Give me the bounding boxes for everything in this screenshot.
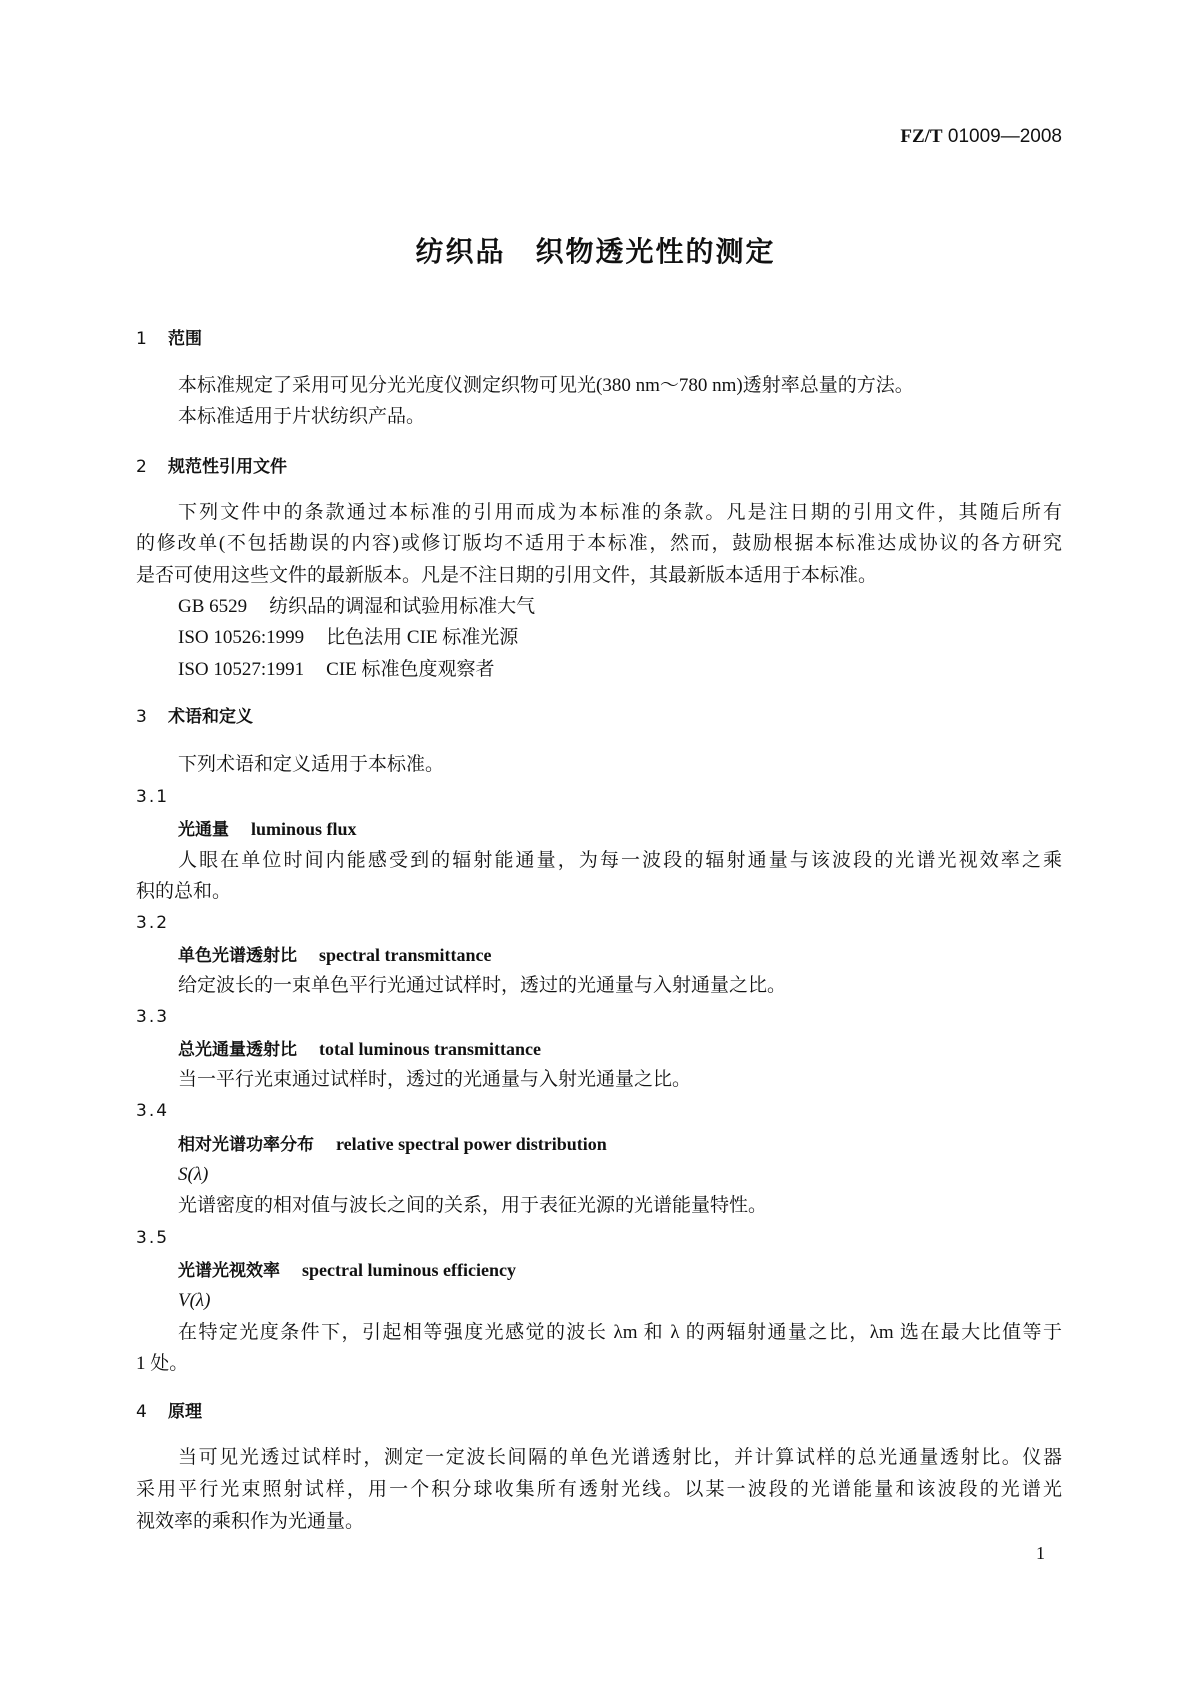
paragraph-line: 当一平行光束通过试样时，透过的光通量与入射光通量之比。 [178, 1069, 692, 1090]
reference-item: ISO 10527:1991 CIE 标准色度观察者 [178, 659, 495, 680]
document-title: 纺织品 织物透光性的测定 [415, 235, 776, 268]
paragraph-line: 人眼在单位时间内能感受到的辐射能通量，为每一波段的辐射通量与该波段的光谱光视效率之乘 [178, 850, 1062, 871]
paragraph-line: 的修改单(不包括勘误的内容)或修订版均不适用于本标准，然而，鼓励根据本标准达成协议的各方研究 [136, 533, 1062, 554]
term-symbol: V(λ) [178, 1290, 211, 1311]
paragraph-line: 本标准规定了采用可见分光光度仪测定织物可见光(380 nm～780 nm)透射率总量的方法。 [178, 375, 914, 396]
standard-code: FZ/T 01009—2008 [900, 126, 1062, 147]
section-2-heading: 2 规范性引用文件 [136, 457, 287, 477]
paragraph-line: 本标准适用于片状纺织产品。 [178, 406, 426, 427]
paragraph-line: 下列文件中的条款通过本标准的引用而成为本标准的条款。凡是注日期的引用文件，其随后所有 [178, 502, 1062, 523]
clause-number: 3.4 [136, 1101, 170, 1121]
term-heading: 总光通量透射比 total luminous transmittance [178, 1039, 541, 1060]
paragraph-line: 视效率的乘积作为光通量。 [136, 1511, 365, 1532]
clause-number: 3.2 [136, 913, 170, 933]
paragraph-line: 在特定光度条件下，引起相等强度光感觉的波长 λm 和 λ 的两辐射通量之比，λm 选在最大比值等于 [178, 1322, 1062, 1343]
clause-number: 3.3 [136, 1007, 170, 1027]
term-heading: 光通量 luminous flux [178, 819, 357, 840]
clause-number: 3.5 [136, 1228, 170, 1248]
section-1-heading: 1 范围 [136, 329, 202, 349]
section-4-heading: 4 原理 [136, 1402, 202, 1422]
paragraph-line: 当可见光透过试样时，测定一定波长间隔的单色光谱透射比，并计算试样的总光通量透射比。仪器 [178, 1447, 1062, 1468]
term-heading: 相对光谱功率分布 relative spectral power distribution [178, 1134, 607, 1155]
term-heading: 单色光谱透射比 spectral transmittance [178, 945, 492, 966]
section-3-heading: 3 术语和定义 [136, 707, 253, 727]
paragraph-line: 下列术语和定义适用于本标准。 [178, 754, 445, 775]
paragraph-line: 光谱密度的相对值与波长之间的关系，用于表征光源的光谱能量特性。 [178, 1195, 768, 1216]
paragraph-line: 是否可使用这些文件的最新版本。凡是不注日期的引用文件，其最新版本适用于本标准。 [136, 565, 878, 586]
reference-item: GB 6529 纺织品的调湿和试验用标准大气 [178, 596, 536, 617]
term-symbol: S(λ) [178, 1164, 209, 1185]
paragraph-line: 给定波长的一束单色平行光通过试样时，透过的光通量与入射通量之比。 [178, 975, 787, 996]
paragraph-line: 积的总和。 [136, 881, 232, 902]
term-heading: 光谱光视效率 spectral luminous efficiency [178, 1260, 516, 1281]
paragraph-line: 采用平行光束照射试样，用一个积分球收集所有透射光线。以某一波段的光谱能量和该波段的光谱光 [136, 1479, 1062, 1500]
paragraph-line: 1 处。 [136, 1353, 189, 1374]
clause-number: 3.1 [136, 787, 170, 807]
reference-item: ISO 10526:1999 比色法用 CIE 标准光源 [178, 627, 519, 648]
page-number: 1 [1036, 1543, 1045, 1563]
